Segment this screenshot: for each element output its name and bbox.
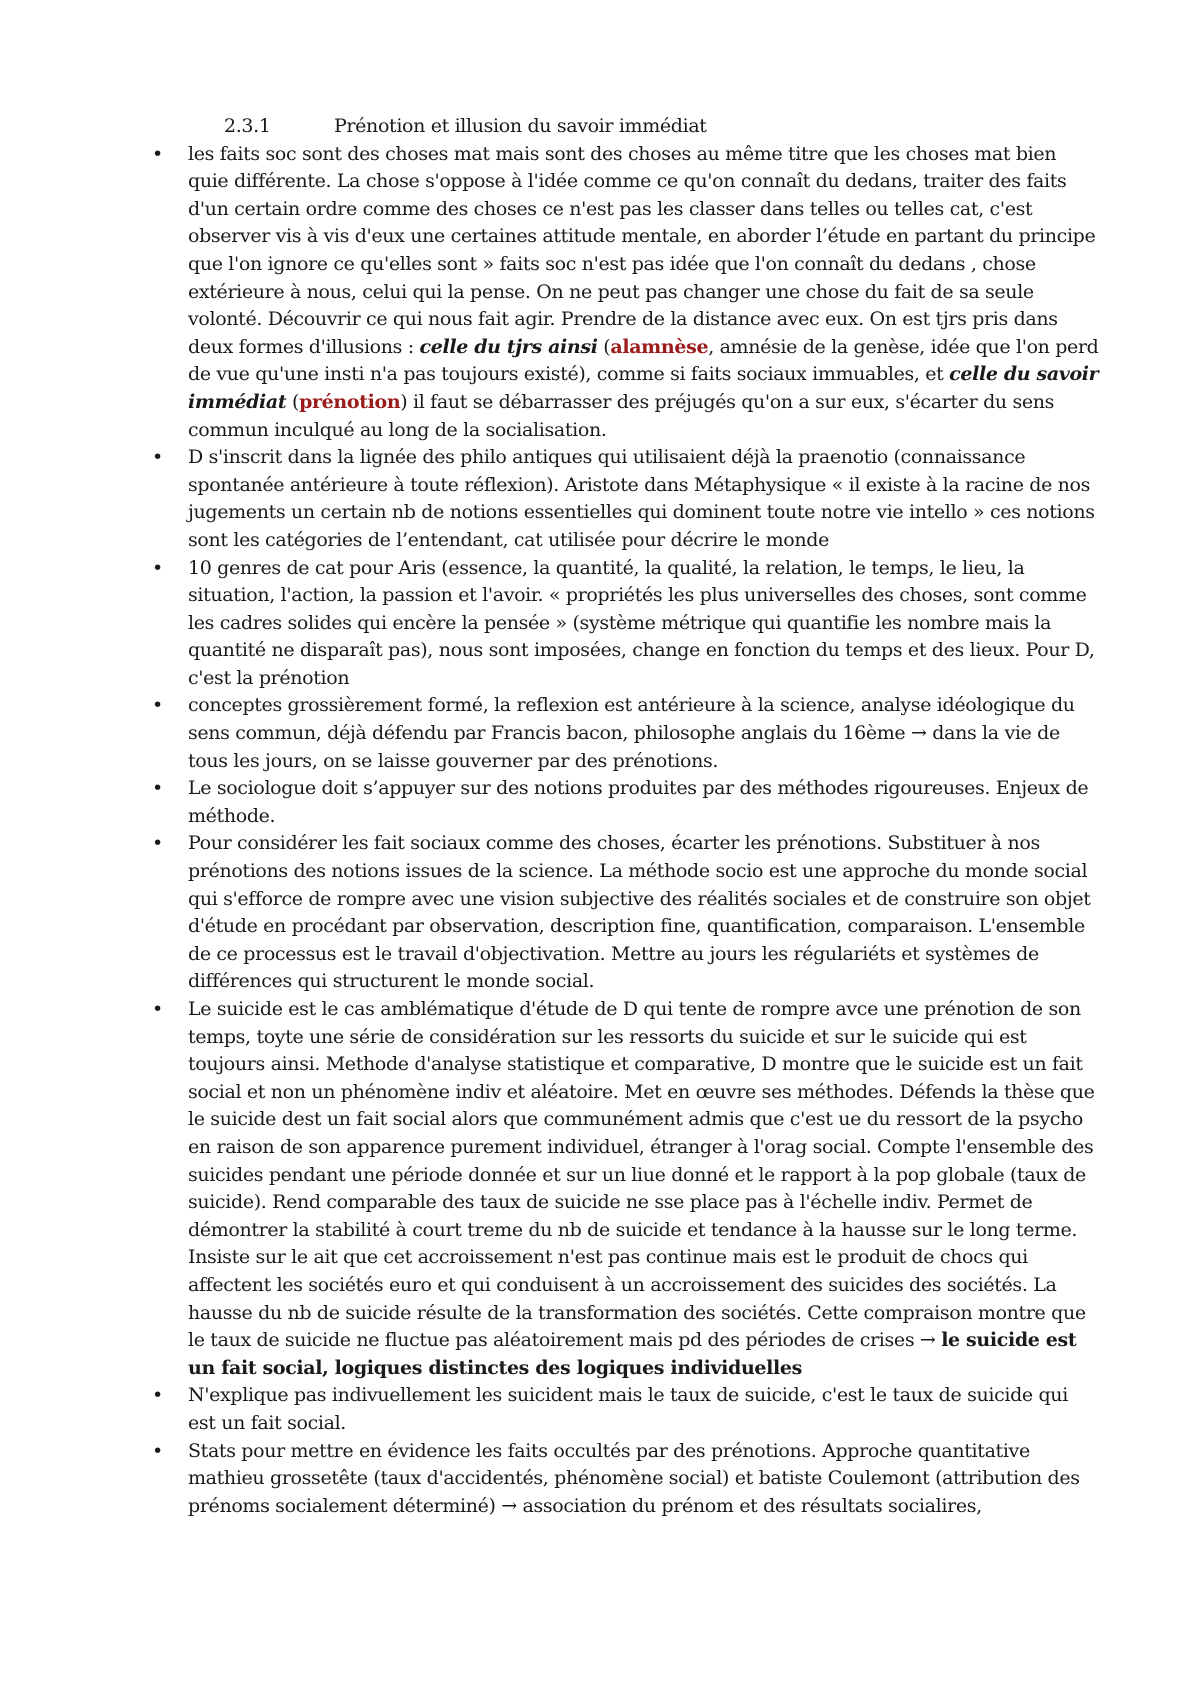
key-term: prénotion	[299, 390, 401, 413]
key-term: alamnèse	[610, 335, 709, 358]
bullet-icon: •	[152, 777, 163, 800]
bullet-icon: •	[152, 446, 163, 469]
bullet-icon: •	[152, 998, 163, 1020]
bullet-icon: •	[152, 1439, 163, 1462]
list-item	[152, 444, 1099, 554]
list-item	[152, 775, 1099, 830]
bullet-icon: •	[152, 142, 163, 165]
section-title: Prénotion et illusion du savoir immédiat	[334, 115, 707, 137]
list-item: • les faits soc sont des choses mat mais sont des choses au même titre que les choses mat bien quie différente. La chose s'oppose à l'idée comme ce qu'on connaît du dedans, traiter des faits d'un certain ordre comme des choses ce n'est pas les classer dans telles ou telles cat, c'est observer vis à vis d'eux une certaines attitude mentale, en aborder l’étude en partant du principe que l'on ignore ce qu'elles sont » faits soc n'est pas idée que l'on connaît du dedans , chose extérieure à nous, celui qui la pense. On ne peut pas changer une chose du fait de sa seule volonté. Découvrir ce qui nous fait agir. Prendre de la distance avec eux. On est tjrs pris dans deux formes d'illusions : celle du tjrs ainsi (alamnèse, amnésie de la genèse, idée que l'on perd de vue qu'une insti n'a pas toujours existé), comme si faits sociaux immuables, et celle du savoir immédiat (prénotion) il faut se débarrasser des préjugés qu'on a sur eux, s'écarter du sens commun inculqué au long de la socialisation.	[152, 142, 1099, 441]
list-item-text: Pour considérer les fait sociaux comme des choses, écarter les prénotions. Substituer à nos prénotions des notions issues de la science. La méthode socio est une approche du monde social qui s'efforce de rompre avec une vision subjective des réalités sociales et de construire son objet d'étude en procédant par observation, description fine, quantification, comparaison. L'ensemble de ce processus est le travail d'objectivation. Mettre au jours les régulariéts et systèmes de différences qui structurent le monde social.	[188, 832, 1091, 993]
list-item-text: 10 genres de cat pour Aris (essence, la quantité, la qualité, la relation, le temps, le lieu, la situation, l'action, la passion et l'avoir. « propriétés les plus universelles des choses, sont comme les cadres solides qui encère la pensée » (système métrique qui quantifie les nombre mais la quantité ne disparaît pas), nous sont imposées, change en fonction du temps et des lieux. Pour D, c'est la prénotion	[188, 556, 1095, 689]
conclusion-text: le suicide est un fait social, logiques distinctes des logiques individuelles	[188, 1329, 1077, 1379]
bullet-icon: •	[152, 832, 163, 855]
list-item-text: Le sociologue doit s’appuyer sur des notions produites par des méthodes rigoureuses. Enjeux de méthode.	[188, 777, 1089, 827]
list-item	[152, 830, 1099, 996]
list-item	[152, 1438, 1099, 1521]
section-number: 2.3.1	[224, 115, 271, 137]
list-item-text: Stats pour mettre en évidence les faits occultés par des prénotions. Approche quantitative mathieu grossetête (taux d'accidentés, phénomène social) et batiste Coulemont (attribution des prénoms socialement déterminé) → association du prénom et des résultats socialires,	[188, 1439, 1080, 1517]
bullet-icon: •	[152, 1384, 163, 1407]
bullet-list	[152, 141, 1099, 1521]
list-item	[152, 555, 1099, 693]
emphasis-text: celle du savoir immédiat	[188, 363, 1099, 413]
bullet-icon: •	[152, 694, 163, 717]
list-item: • Le suicide est le cas amblématique d'étude de D qui tente de rompre avce une prénotion de son temps, toyte une série de considération sur les ressorts du suicide et sur le suicide qui est toujours ainsi. Methode d'analyse statistique et comparative, D montre que le suicide est un fait social et non un phénomène indiv et aléatoire. Met en œuvre ses méthodes. Défends la thèse que le suicide dest un fait social alors que communément admis que c'est ue du ressort de la psycho en raison de son apparence purement individuel, étranger à l'orag social. Compte l'ensemble des suicides pendant une période donnée et sur un liue donné et le rapport à la pop globale (taux de suicide). Rend comparable des taux de suicide ne sse place pas à l'échelle indiv. Permet de démontrer la stabilité à court treme du nb de suicide et tendance à la hausse sur le long terme. Insiste sur le ait que cet accroissement n'est pas continue mais est le produit de chocs qui affectent les sociétés euro et qui conduisent à un accroissement des suicides des sociétés. La hausse du nb de suicide résulte de la transformation des sociétés. Cette compraison montre que le taux de suicide ne fluctue pas aléatoirement mais pd des périodes de crises → le suicide est un fait social, logiques distinctes des logiques individuelles	[152, 998, 1095, 1379]
bullet-icon: •	[152, 556, 163, 579]
list-item	[152, 692, 1099, 775]
section-heading	[152, 113, 1099, 141]
emphasis-text: celle du tjrs ainsi	[419, 335, 598, 358]
list-item-text: conceptes grossièrement formé, la reflexion est antérieure à la science, analyse idéologique du sens commun, déjà défendu par Francis bacon, philosophe anglais du 16ème → dans la vie de tous les jours, on se laisse gouverner par des prénotions.	[188, 694, 1075, 772]
list-item-text: D s'inscrit dans la lignée des philo antiques qui utilisaient déjà la praenotio (connaissance spontanée antérieure à toute réflexion). Aristote dans Métaphysique « il existe à la racine de nos jugements un certain nb de notions essentielles qui dominent toute notre vie intello » ces notions sont les catégories de l’entendant, cat utilisée pour décrire le monde	[188, 446, 1095, 551]
list-item	[152, 1382, 1099, 1437]
list-item-text: N'explique pas indivuellement les suicident mais le taux de suicide, c'est le taux de suicide qui est un fait social.	[188, 1384, 1068, 1434]
document-body	[152, 113, 1099, 1520]
